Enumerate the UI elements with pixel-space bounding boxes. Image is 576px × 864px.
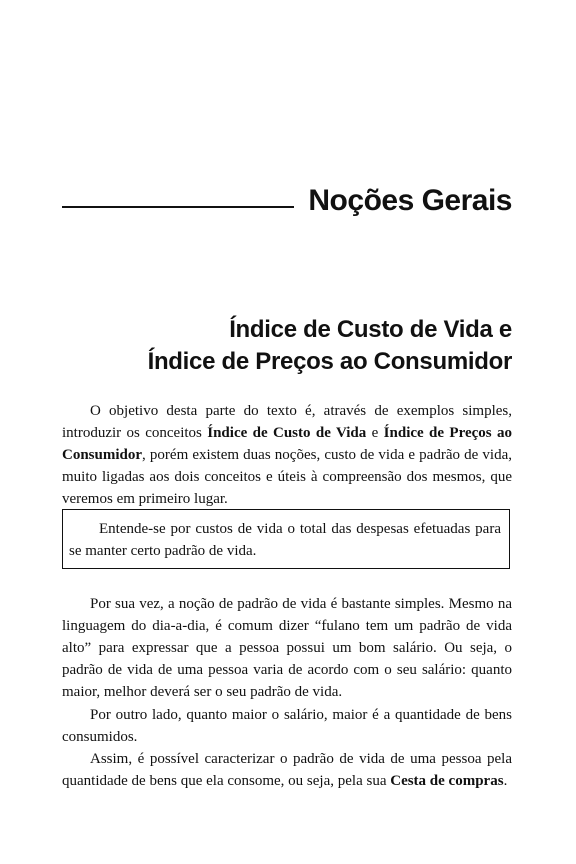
intro-paragraph xyxy=(62,400,512,510)
intro-text-a: O objetivo desta parte do texto é, através de exemplos simples, introduzir os conceitos xyxy=(62,403,512,441)
intro-text-b: e xyxy=(366,425,384,441)
chapter-title: Noções Gerais xyxy=(308,184,512,217)
definition-box xyxy=(62,509,510,569)
term-precos-consumidor: Índice de Preços ao Consumidor xyxy=(62,425,512,463)
section-title-line-2: Índice de Preços ao Consumidor xyxy=(147,348,512,375)
paragraph-salario-bens: Por outro lado, quanto maior o salário, maior é a quantidade de bens consumidos. xyxy=(62,707,512,745)
paragraph-cesta-de-compras xyxy=(62,748,512,792)
term-cesta-de-compras: Cesta de compras xyxy=(390,773,504,789)
term-custo-de-vida: Índice de Custo de Vida xyxy=(207,425,367,441)
p4-text: Assim, é possível caracterizar o padrão de vida de uma pessoa pela quantidade de bens que ela consome, ou seja, pela sua xyxy=(62,751,512,789)
chapter-title-rule xyxy=(62,206,294,208)
intro-text-c: , porém existem duas noções, custo de vida e padrão de vida, muito ligadas aos dois conceitos e úteis à compreensão dos mesmos, que veremos em primeiro lugar. xyxy=(62,447,512,507)
section-title-line-1: Índice de Custo de Vida e xyxy=(229,316,512,343)
chapter-header xyxy=(62,184,512,218)
definition-text: Entende-se por custos de vida o total das despesas efetuadas para se manter certo padrão de vida. xyxy=(69,521,501,559)
paragraph-padrao-de-vida: Por sua vez, a noção de padrão de vida é bastante simples. Mesmo na linguagem do dia-a-dia, é comum dizer “fulano tem um padrão de vida alto” para expressar que a pessoa possui um bom salário. Ou seja, o padrão de vida de uma pessoa varia de acordo com o seu salário: quanto maior, melhor deverá ser o seu padrão de vida. xyxy=(62,596,512,700)
p4-end: . xyxy=(503,773,508,789)
section-title xyxy=(60,314,512,378)
